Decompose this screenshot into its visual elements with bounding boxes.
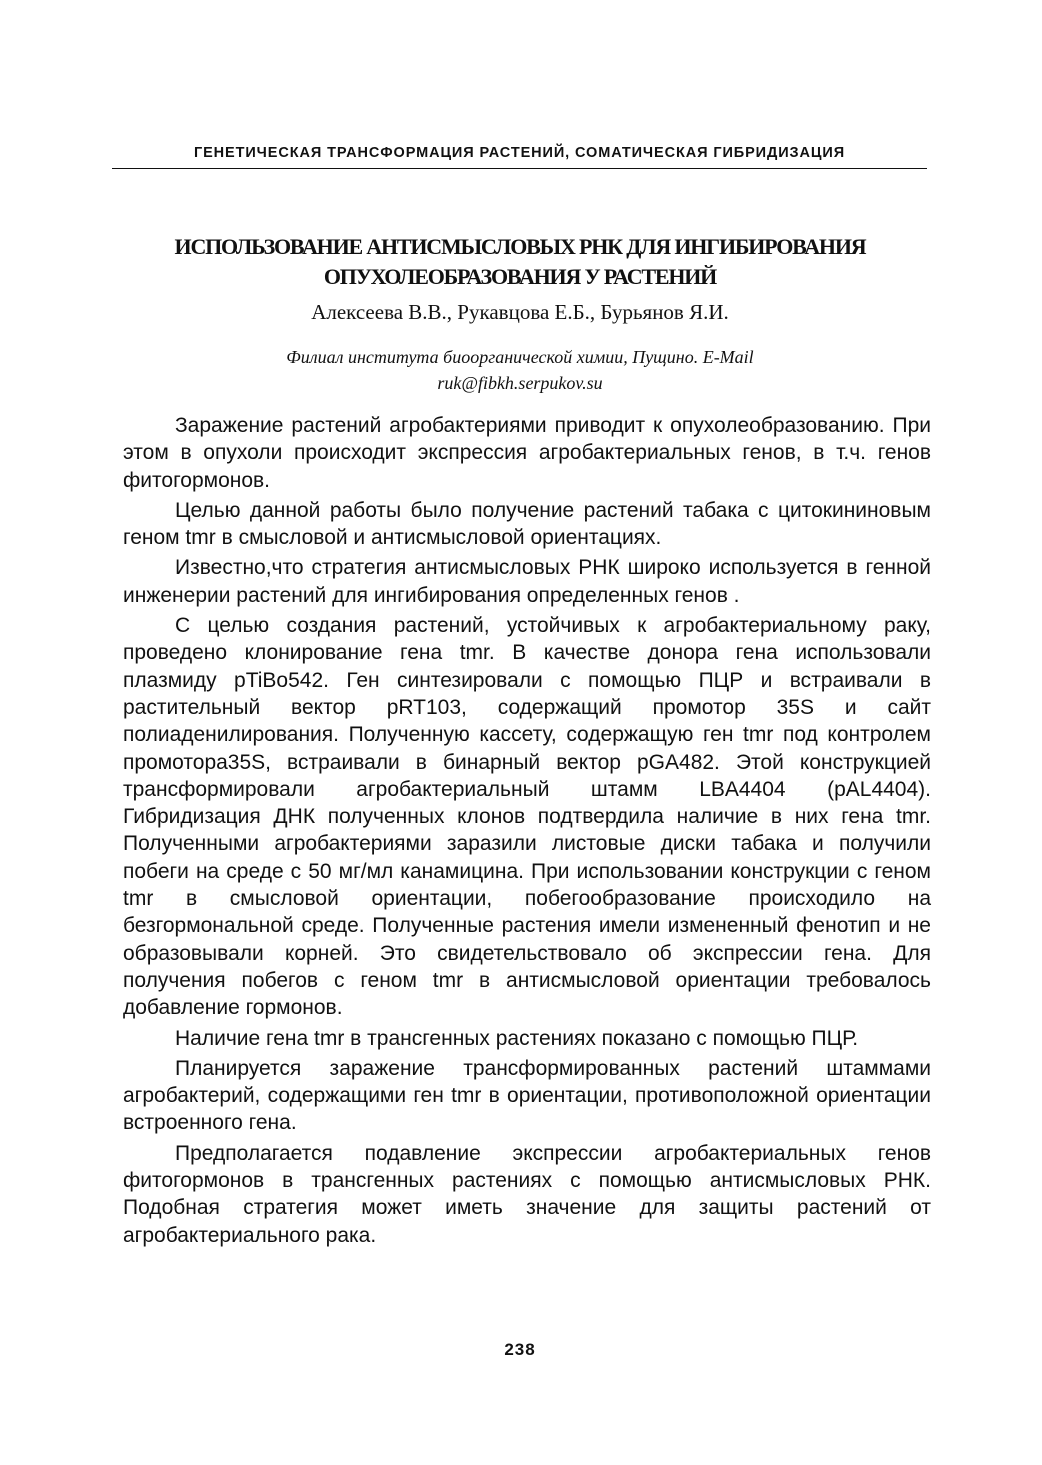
article-title-line-1: ИСПОЛЬЗОВАНИЕ АНТИСМЫСЛОВЫХ РНК ДЛЯ ИНГИБИРОВАНИЯ [174,234,866,259]
body-paragraph-7: Предполагается подавление экспрессии агробактериальных генов фитогормонов в трансгенных растениях с помощью антисмысловых РНК. Подобная стратегия может иметь значение для защиты растений от агробактериального рака. [123,1141,931,1247]
article-title [90,232,950,292]
article-authors: Алексеева В.В., Рукавцова Е.Б., Бурьянов Я.И. [311,300,729,324]
article-title-line-2: ОПУХОЛЕОБРАЗОВАНИЯ У РАСТЕНИЙ [323,264,717,289]
affiliation-institution: Филиал института биоорганической химии, Пущино. E-Mail [286,347,754,367]
body-paragraph-3: Известно,что стратегия антисмысловых РНК широко используется в генной инженерии растений для ингибирования определенных генов . [123,556,931,607]
body-paragraph-1: Заражение растений агробактериями приводит к опухолеобразованию. При этом в опухоли происходит экспрессия агробактериальных генов, в т.ч. генов фитогормонов. [123,414,931,492]
body-paragraph-4: С целью создания растений, устойчивых к агробактериальному раку, проведено клонирование гена tmr. В качестве донора гена использовали плазмиду pTiBo542. Ген синтезировали с помощью ПЦР и встраивали в растительный вектор pRT103, содержащий промотор 35S и сайт полиаденилирования. Полученную кассету, содержащую ген tmr под контролем промотора35S, встраивали в бинарный вектор pGA482. Этой конструкцией трансформировали агробактериальный штамм LBA4404 (pAL4404). Гибридизация ДНК полученных клонов подтвердила наличие в них гена tmr. Полученными агробактериями заразили листовые диски табака и получили побеги на среде с 50 мг/мл канамицина. При использовании конструкции с геном tmr в смысловой ориентации, побегообразование происходило на безгормональной среде. Полученные растения имели измененный фенотип и не образовывали корней. Это свидетельствовало об экспрессии гена. Для получения побегов с геном tmr в антисмысловой ориентации требовалось добавление гормонов. [123,614,931,1020]
affiliation-email: ruk@fibkh.serpukov.su [437,373,603,393]
body-paragraph-2: Целью данной работы было получение растений табака с цитокининовым геном tmr в смысловой и антисмысловой ориентациях. [123,498,931,550]
header-rule [112,168,927,169]
article-body [123,412,931,1252]
body-paragraph-5: Наличие гена tmr в трансгенных растениях показано с помощью ПЦР. [175,1026,859,1050]
page-number: 238 [504,1340,536,1359]
running-header: ГЕНЕТИЧЕСКАЯ ТРАНСФОРМАЦИЯ РАСТЕНИЙ, СОМАТИЧЕСКАЯ ГИБРИДИЗАЦИЯ [193,145,846,161]
body-paragraph-6: Планируется заражение трансформированных растений штаммами агробактерий, содержащими ген tmr в ориентации, противоположной ориентации встроенного гена. [123,1056,931,1135]
article-affiliation [150,344,890,396]
